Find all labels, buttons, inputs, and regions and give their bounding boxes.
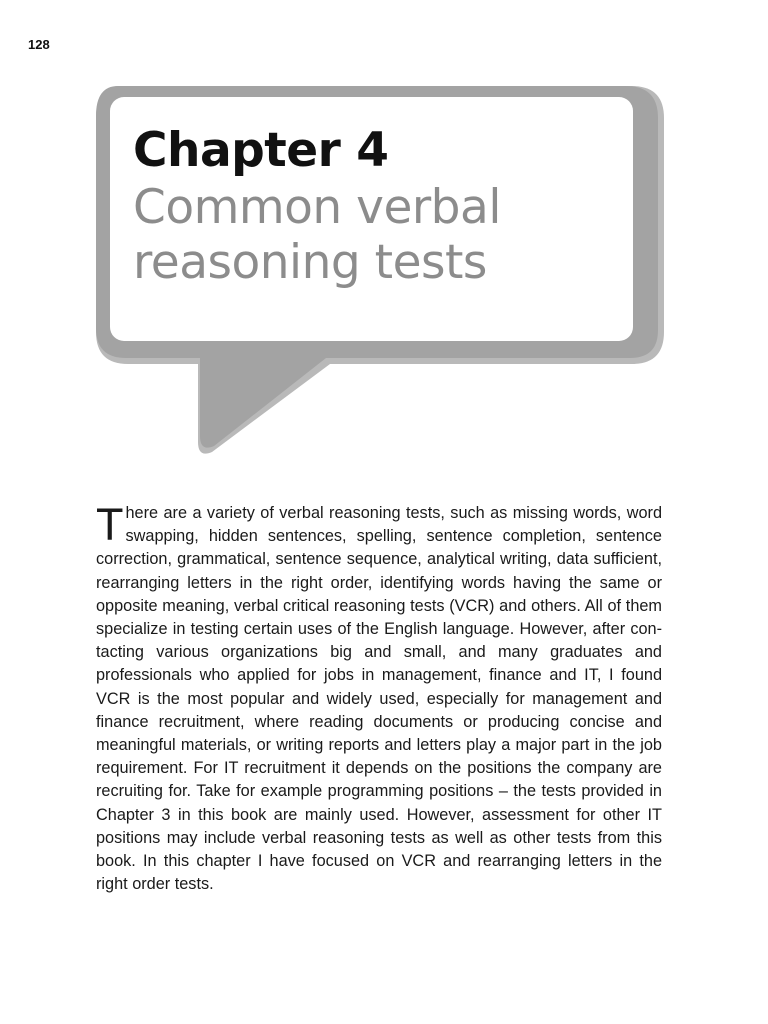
- chapter-label: Chapter 4: [133, 123, 389, 178]
- body-paragraph-text: here are a variety of verbal reasoning tests, such as missing words, word swapping, hidden sentences, spelling, sentence completion, sentence correction, grammatical, sentence sequence, analytical writing, data sufficient, rearranging letters in the right order, identifying words having the same or opposite meaning, verbal critical reasoning tests (VCR) and others. All of them specialize in testing certain uses of the English language. However, after contacting various organizations big and small, and many graduates and professionals who applied for jobs in management, finance and IT, I found VCR is the most popular and widely used, especially for management and finance recruitment, where reading documents or producing concise and meaningful materials, or writing reports and letters play a major part in the job requirement. For IT recruitment it depends on the positions the company are recruiting for. Take for example programming positions – the tests provided in Chapter 3 in this book are mainly used. However, assessment for other IT positions may include verbal reasoning tests as well as other tests from this book. In this chapter I have focused on VCR and rearranging letters in the right order tests.: [96, 504, 662, 894]
- body-paragraph: [96, 499, 662, 896]
- chapter-subtitle-line-1: Common verbal: [133, 180, 501, 235]
- drop-cap: T: [96, 499, 124, 550]
- chapter-heading: [133, 122, 623, 290]
- chapter-subtitle-line-2: reasoning tests: [133, 235, 487, 290]
- page-number: 128: [28, 37, 50, 52]
